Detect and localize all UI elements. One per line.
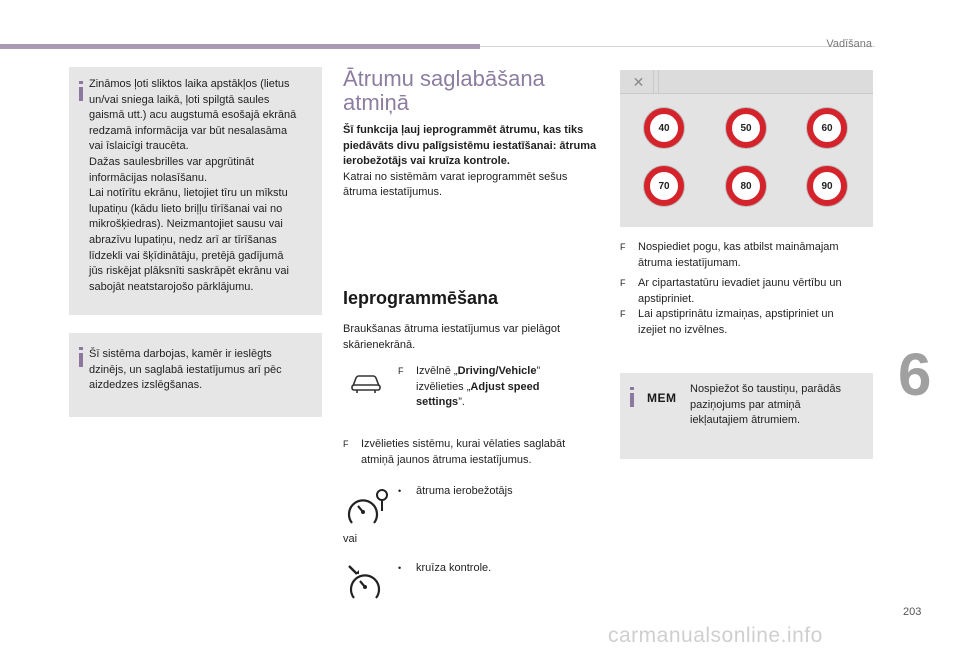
programming-heading: Ieprogrammēšana	[343, 288, 499, 308]
header-accent-bar	[0, 44, 480, 49]
car-settings-icon	[350, 372, 382, 394]
header-rule	[480, 46, 875, 47]
speed-button-50[interactable]: 50	[726, 108, 766, 148]
programming-intro: Braukšanas ātruma iestatījumus var pielāgot skārienekrānā.	[343, 323, 561, 351]
speed-button-80[interactable]: 80	[726, 166, 766, 206]
mem-key-label: MEM	[647, 391, 677, 405]
info-box-memory	[69, 333, 322, 417]
info-icon	[630, 393, 634, 407]
screen-tab	[654, 70, 659, 94]
info-text-weather: Zināmos ļoti sliktos laika apstākļos (lietus un/vai sniega laikā, ļoti spilgtā saules gaismā utt.) acu augstumā esošajā ekrānā redzamā informācija var būt nesalasāma vai īslaicīgi traucēta. Dažas saulesbrilles var apgrūtināt informācijas nolasīšanu. Lai notīrītu ekrānu, lietojiet tīru un mīkstu lupatiņu (kādu lieto briļļu tīrīšanai vai no mikrošķiedras). Neizmantojiet sausu vai abrazīvu lupatiņu, nedz arī ar tīrīšanas līdzekli vai šķīdinātāju, pretējā gadījumā jūs riskējat plāksnīti saskrāpēt ekrānu vai sabojāt neatstarojošo pārklājumu.	[89, 78, 297, 293]
or-text: vai	[343, 533, 358, 545]
speed-limiter-icon	[344, 485, 390, 529]
speed-button-40[interactable]: 40	[644, 108, 684, 148]
speed-memory-screen	[620, 70, 873, 227]
watermark: carmanualsonline.info	[608, 624, 823, 647]
info-icon	[79, 87, 83, 101]
speed-button-90[interactable]: 90	[807, 166, 847, 206]
cruise-control-icon	[346, 562, 386, 602]
screen-title-bar	[620, 70, 873, 94]
info-icon	[79, 353, 83, 367]
speed-button-60[interactable]: 60	[807, 108, 847, 148]
section-title: Vadīšana	[826, 38, 872, 50]
chapter-number: 6	[898, 341, 932, 408]
close-icon[interactable]: ✕	[624, 70, 654, 94]
info-box-mem	[620, 373, 873, 459]
info-text-memory: Šī sistēma darbojas, kamēr ir ieslēgts dzinējs, un saglabā iestatījumus arī pēc aizdedzes izslēgšanas.	[89, 348, 282, 392]
intro-text: Šī funkcija ļauj ieprogrammēt ātrumu, kas tiks piedāvāts divu palīgsistēmu iestatīšanai: ātruma ierobežotājs vai kruīza kontrole. Katrai no sistēmām varat ieprogrammēt sešus ātruma iestatījumus.	[343, 124, 597, 199]
speed-button-70[interactable]: 70	[644, 166, 684, 206]
page-title: Ātrumu saglabāšana atmiņā	[343, 66, 545, 115]
page-number: 203	[903, 606, 922, 618]
mem-description: Nospiežot šo taustiņu, parādās paziņojums par atmiņā iekļautajiem ātrumiem.	[690, 383, 842, 427]
info-box-weather	[69, 67, 322, 315]
